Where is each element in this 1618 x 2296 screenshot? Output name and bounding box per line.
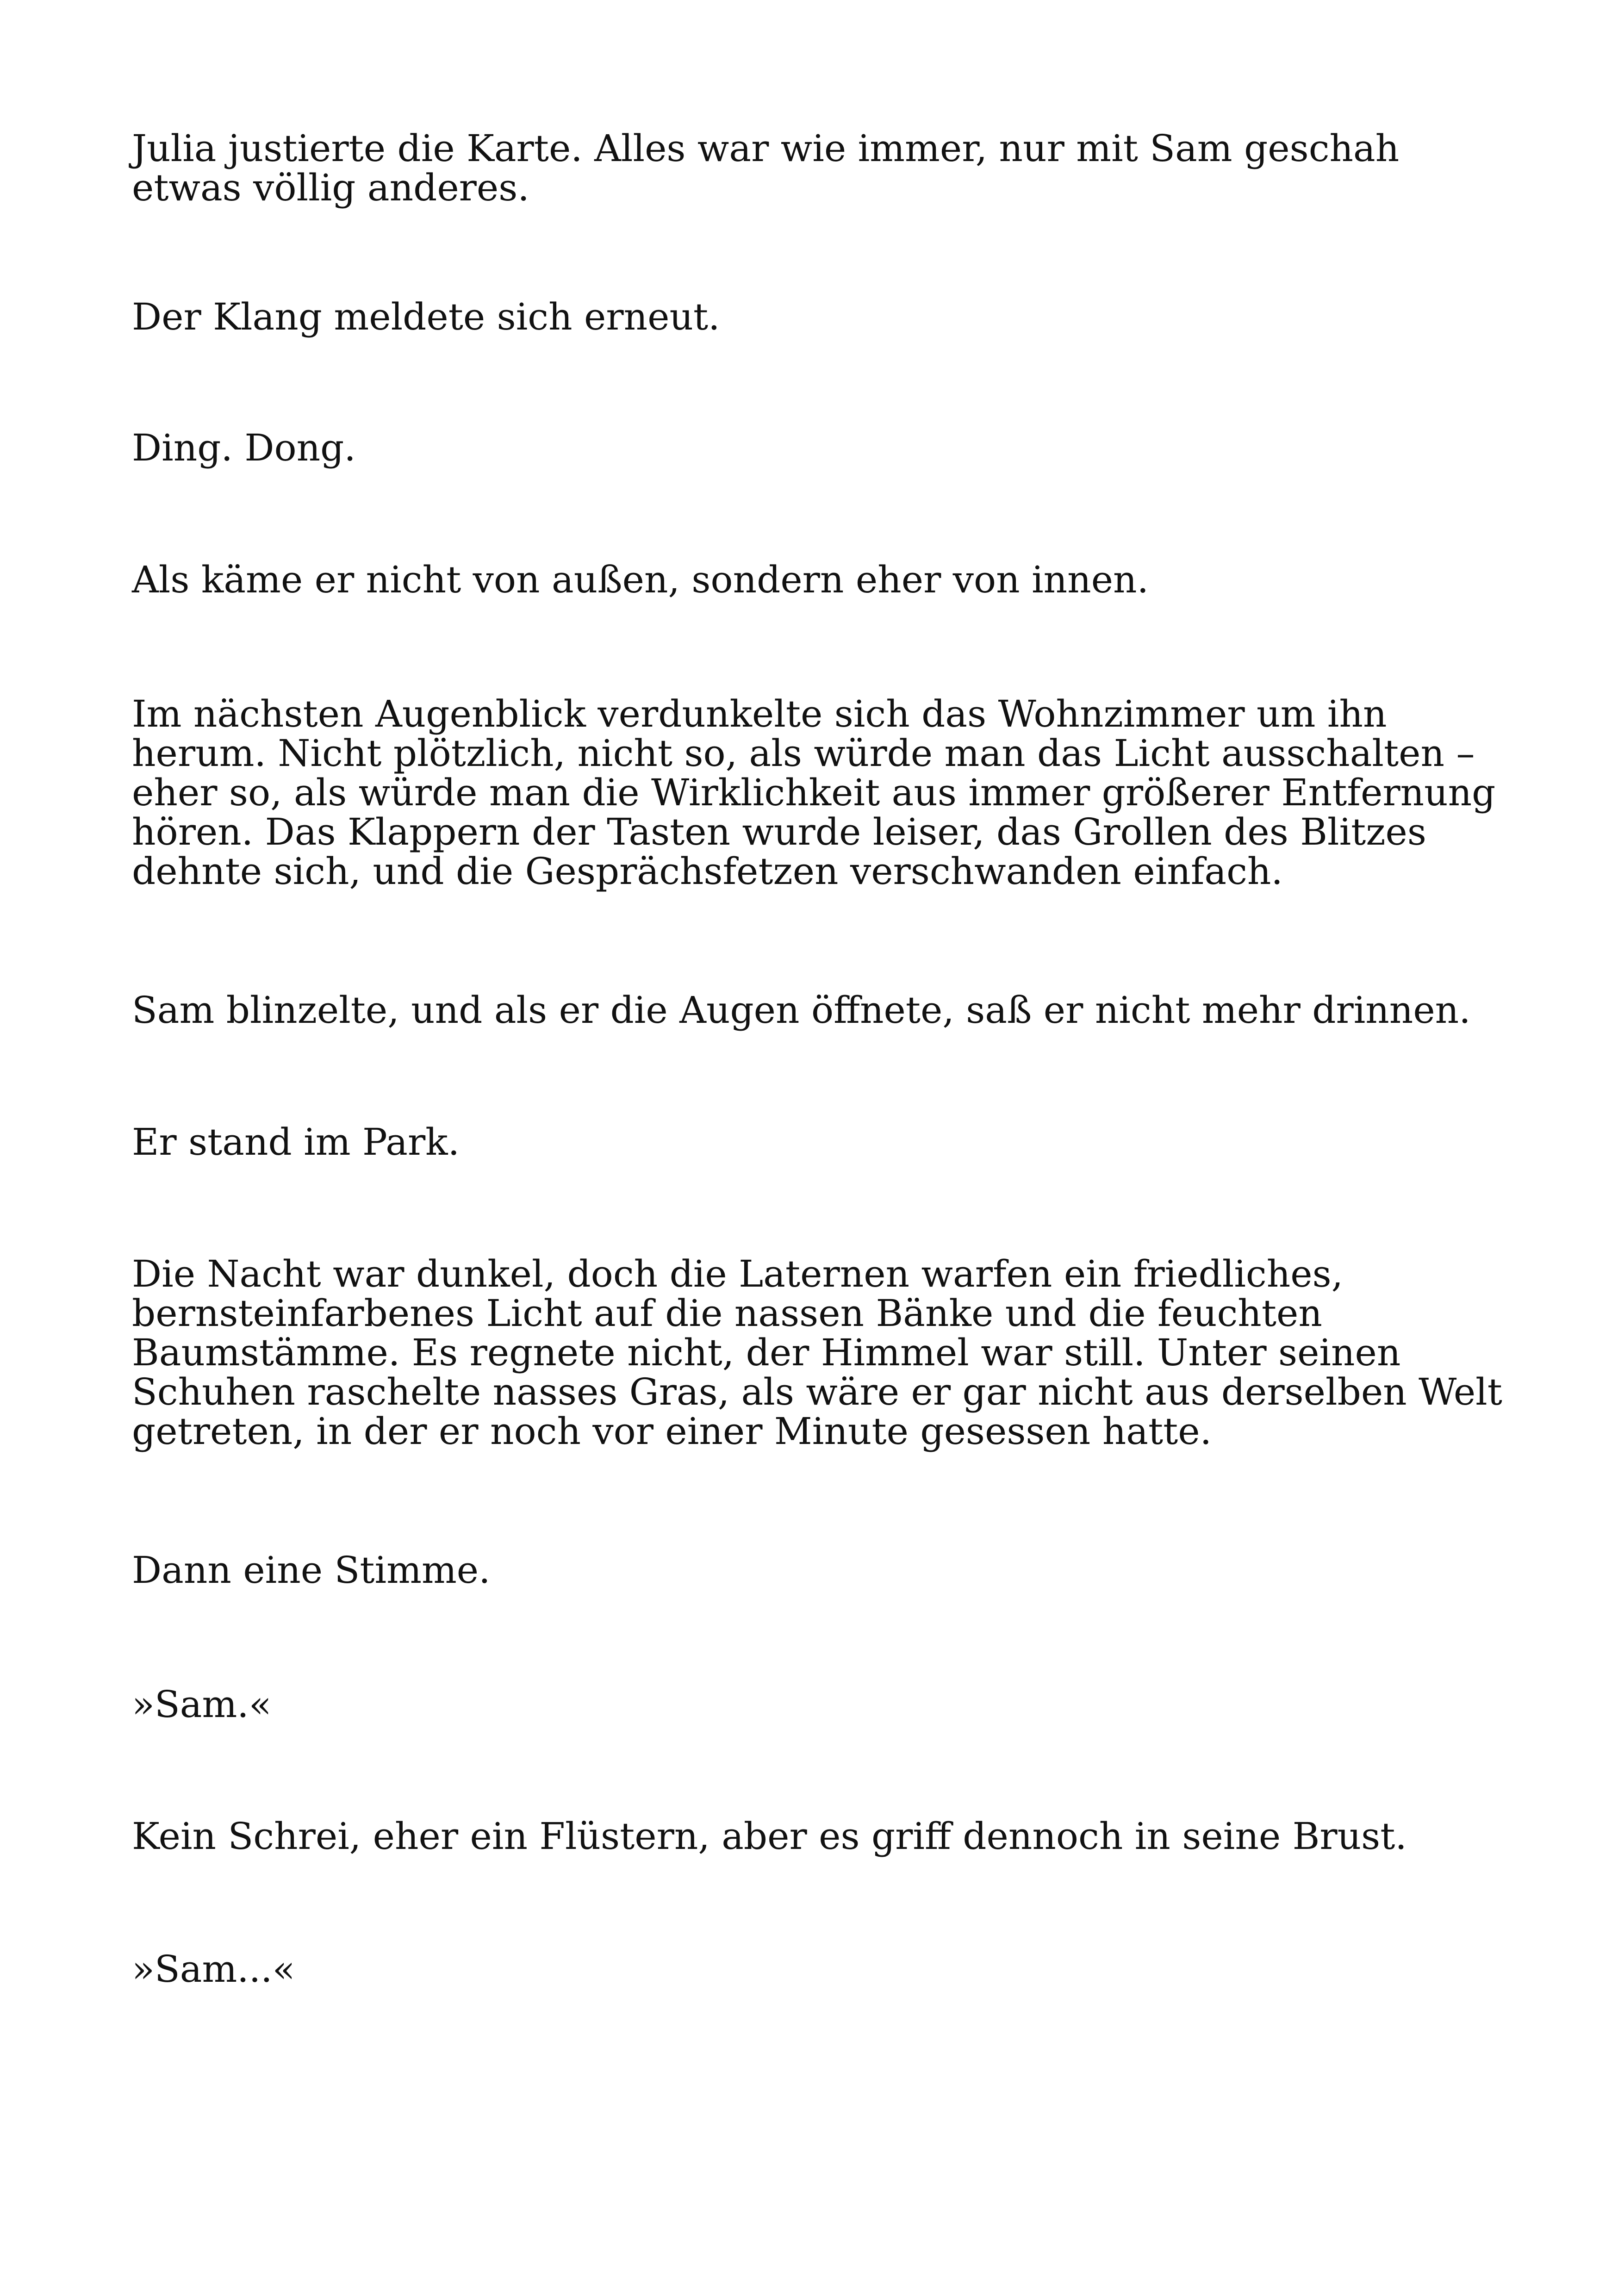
text-line: Im nächsten Augenblick verdunkelte sich das Wohnzimmer um ihn: [132, 692, 1387, 735]
text-line: Als käme er nicht von außen, sondern eher von innen.: [132, 558, 1149, 601]
text-line: getreten, in der er noch vor einer Minute gesessen hatte.: [132, 1410, 1212, 1453]
text-line: bernsteinfarbenes Licht auf die nassen Bänke und die feuchten: [132, 1292, 1322, 1335]
text-line: Baumstämme. Es regnete nicht, der Himmel war still. Unter seinen: [132, 1331, 1401, 1374]
paragraph: [132, 694, 1511, 891]
paragraph: [132, 1550, 1511, 1590]
text-line: Dann eine Stimme.: [132, 1549, 491, 1592]
text-line: Der Klang meldete sich erneut.: [132, 295, 720, 338]
paragraph: [132, 560, 1511, 599]
text-line: »Sam...«: [132, 1948, 295, 1991]
text-line: Er stand im Park.: [132, 1120, 460, 1164]
text-line: Sam blinzelte, und als er die Augen öffnete, saß er nicht mehr drinnen.: [132, 989, 1471, 1032]
paragraph: [132, 1254, 1511, 1451]
text-line: dehnte sich, und die Gesprächsfetzen verschwanden einfach.: [132, 850, 1283, 893]
paragraph: [132, 990, 1511, 1030]
text-line: herum. Nicht plötzlich, nicht so, als würde man das Licht ausschalten –: [132, 732, 1475, 775]
paragraph: [132, 1817, 1511, 1856]
text-line: hören. Das Klappern der Tasten wurde leiser, das Grollen des Blitzes: [132, 810, 1426, 853]
text-line: Die Nacht war dunkel, doch die Laternen warfen ein friedliches,: [132, 1252, 1344, 1295]
text-line: Julia justierte die Karte. Alles war wie immer, nur mit Sam geschah: [132, 127, 1400, 170]
paragraph: [132, 297, 1511, 336]
text-line: Ding. Dong.: [132, 426, 356, 469]
text-line: eher so, als würde man die Wirklichkeit aus immer größerer Entfernung: [132, 771, 1496, 814]
text-line: etwas völlig anderes.: [132, 166, 529, 209]
paragraph: [132, 1949, 1511, 1989]
paragraph: [132, 1685, 1511, 1724]
paragraph: [132, 1122, 1511, 1162]
text-line: Schuhen raschelte nasses Gras, als wäre er gar nicht aus derselben Welt: [132, 1370, 1502, 1413]
text-line: Kein Schrei, eher ein Flüstern, aber es griff dennoch in seine Brust.: [132, 1815, 1407, 1858]
text-line: »Sam.«: [132, 1683, 272, 1726]
paragraph: [132, 428, 1511, 467]
paragraph: [132, 129, 1511, 207]
